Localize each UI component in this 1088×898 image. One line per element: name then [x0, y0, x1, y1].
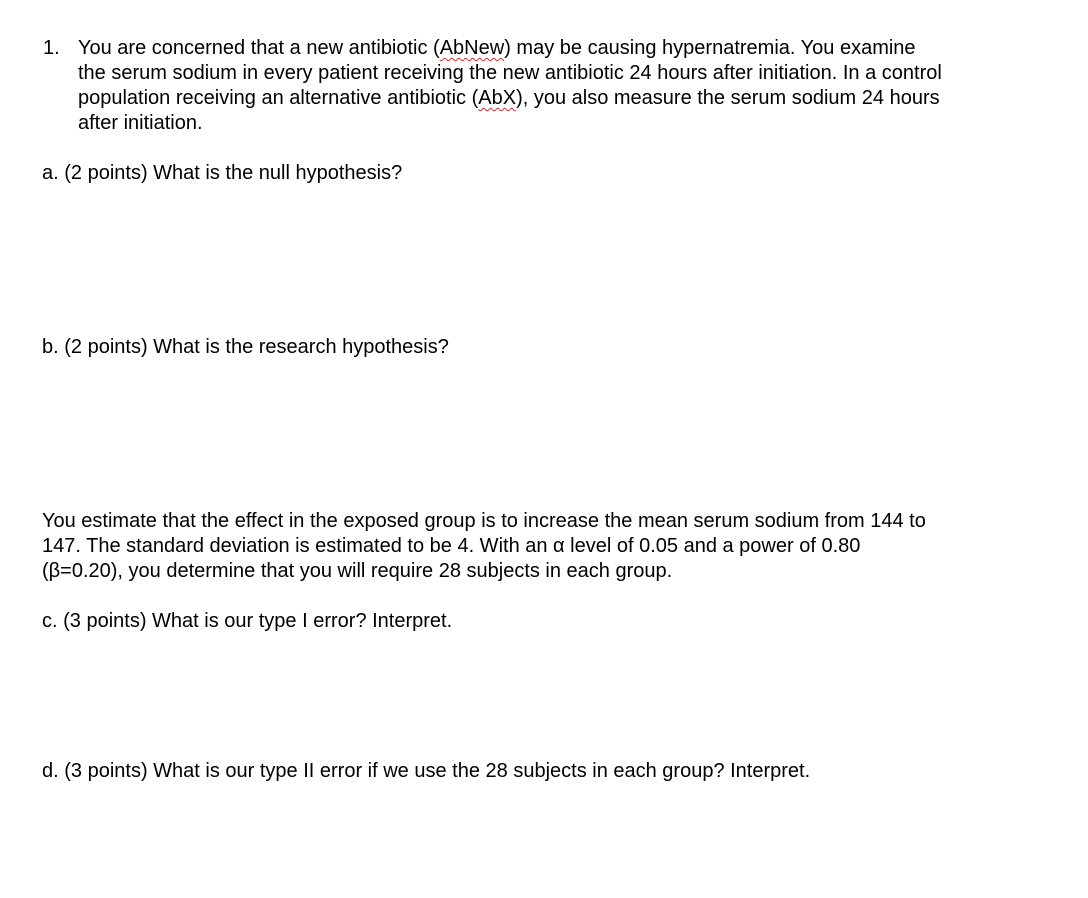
question-intro — [78, 36, 1038, 136]
intro-line-3-end: ), you also measure the serum sodium 24 hours — [516, 87, 940, 109]
intro-line-1 — [78, 36, 1038, 61]
intro-line-3 — [78, 86, 1038, 111]
intro-line-2: the serum sodium in every patient receiving the new antibiotic 24 hours after initiation. In a control — [78, 62, 942, 84]
intro-line-1-end: ) may be causing hypernatremia. You examine — [504, 37, 916, 59]
estimate-paragraph — [42, 509, 1042, 584]
question-part-c: c. (3 points) What is our type I error? Interpret. — [42, 610, 453, 632]
intro-line-1-start: You are concerned that a new antibiotic ( — [78, 37, 440, 59]
estimate-line-1: You estimate that the effect in the exposed group is to increase the mean serum sodium from 144 to — [42, 510, 926, 532]
spellcheck-term-abx: AbX — [478, 87, 517, 109]
estimate-line-2: 147. The standard deviation is estimated to be 4. With an α level of 0.05 and a power of 0.80 — [42, 535, 861, 557]
question-number: 1. — [43, 37, 60, 59]
question-part-d: d. (3 points) What is our type II error if we use the 28 subjects in each group? Interpret. — [42, 760, 811, 782]
intro-line-3-start: population receiving an alternative antibiotic ( — [78, 87, 479, 109]
intro-line-4: after initiation. — [78, 112, 203, 134]
question-part-a: a. (2 points) What is the null hypothesis? — [42, 162, 403, 184]
spellcheck-term-abnew: AbNew — [439, 37, 505, 59]
question-part-b: b. (2 points) What is the research hypothesis? — [42, 336, 449, 358]
estimate-line-3: (β=0.20), you determine that you will require 28 subjects in each group. — [42, 560, 673, 582]
